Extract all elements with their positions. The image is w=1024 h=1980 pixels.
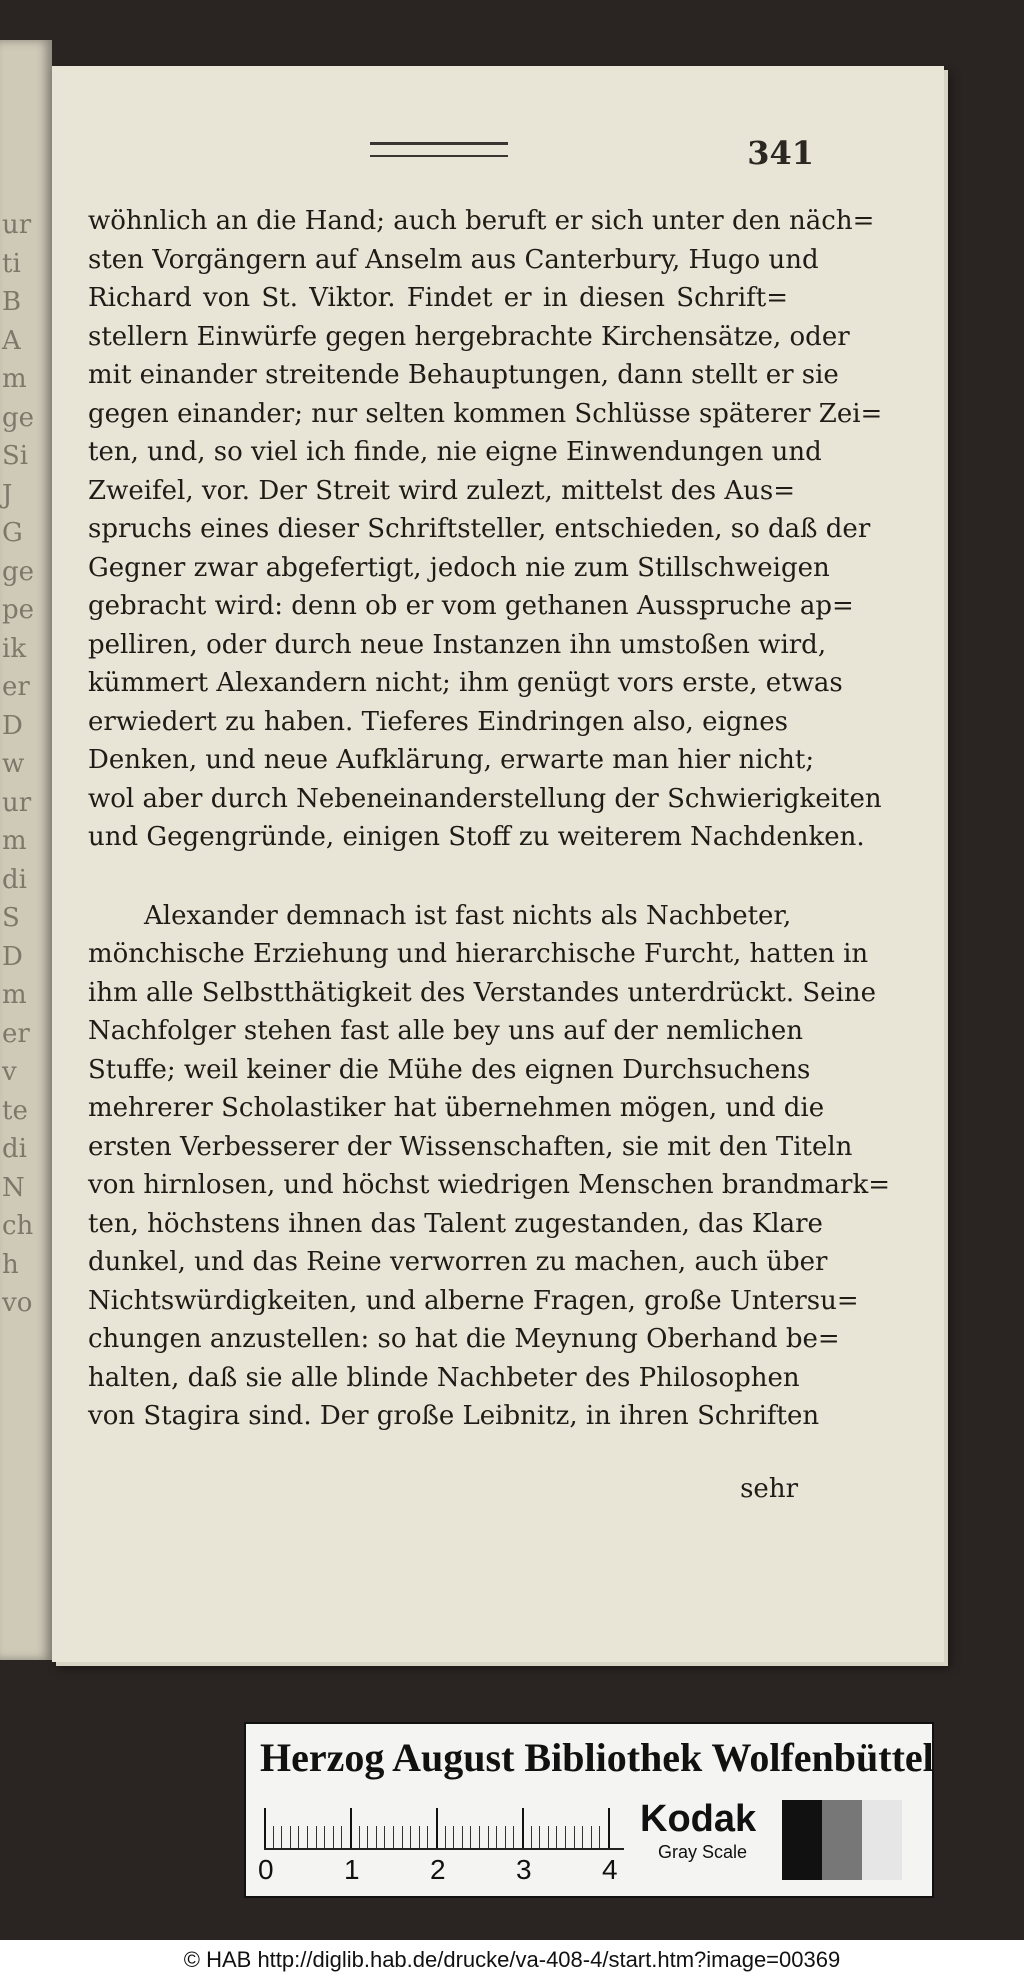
facing-page-edge (0, 40, 52, 1660)
text-line: von hirnlosen, und höchst wiedrigen Menschen brandmark= (88, 1170, 890, 1200)
gray-scale-label: Gray Scale (658, 1842, 748, 1862)
facing-page-fragment: A (2, 325, 21, 356)
ruler-label: 0 (258, 1854, 274, 1885)
facing-page-fragment: pe (2, 595, 35, 625)
text-line: Alexander demnach ist fast nichts als Nachbeter, (144, 900, 792, 931)
facing-page-fragment: ge (2, 556, 35, 587)
gray-swatch (822, 1800, 862, 1880)
text-line: Nachfolger stehen fast alle bey uns auf der nemlichen (88, 1016, 803, 1046)
text-line: erwiedert zu haben. Tieferes Eindringen also, eignes (88, 706, 788, 737)
ruler-tick (470, 1826, 471, 1848)
facing-page-fragment: m (2, 364, 27, 394)
ruler-tick (273, 1826, 274, 1848)
gray-swatch (862, 1800, 902, 1880)
page-text (88, 202, 890, 1436)
text-line: ten, höchstens ihnen das Talent zugestanden, das Klare (88, 1208, 823, 1239)
text-line: Nichtswürdigkeiten, und alberne Fragen, große Untersu= (88, 1285, 859, 1316)
ruler-tick (419, 1826, 420, 1848)
text-line: gegen einander; nur selten kommen Schlüsse späterer Zei= (88, 398, 883, 429)
text-line: mit einander streitende Behauptungen, dann stellt er sie (88, 360, 839, 390)
facing-page-fragment: D (2, 941, 23, 972)
ruler-tick (393, 1826, 394, 1848)
facing-page-fragment: vo (2, 1288, 33, 1318)
ruler-tick (359, 1826, 360, 1848)
page-number: 341 (747, 134, 814, 172)
facing-page-fragment: ur (2, 210, 32, 240)
ruler-tick (591, 1826, 592, 1848)
text-line: wol aber durch Nebeneinanderstellung der Schwierigkeiten (88, 783, 882, 814)
facing-page-fragment: di (2, 864, 27, 895)
ruler-tick (341, 1826, 342, 1848)
ruler-tick (350, 1808, 352, 1848)
measurement-ruler (264, 1802, 624, 1850)
ruler-tick (479, 1826, 480, 1848)
ruler-tick (316, 1826, 317, 1848)
ruler-tick (436, 1808, 438, 1848)
ruler-tick (402, 1826, 403, 1848)
gray-swatch (782, 1800, 822, 1880)
facing-page-fragment: B (2, 287, 22, 317)
ruler-tick (445, 1826, 446, 1848)
facing-page-fragment: G (2, 518, 23, 548)
catchword: sehr (740, 1474, 798, 1504)
facing-page-fragment: N (2, 1172, 25, 1203)
facing-page-fragment: er (2, 672, 30, 702)
copyright-footer: © HAB http://diglib.hab.de/drucke/va-408-4/start.htm?image=00369 (0, 1940, 1024, 1980)
ruler-label: 2 (430, 1854, 446, 1885)
ruler-tick (531, 1826, 532, 1848)
facing-page-fragment: m (2, 826, 27, 856)
text-line: spruchs eines dieser Schriftsteller, entschieden, so daß der (88, 514, 871, 544)
ruler-tick (539, 1826, 540, 1848)
ruler-tick (281, 1826, 282, 1848)
ruler-tick (608, 1808, 610, 1848)
facing-page-fragment: D (2, 710, 23, 741)
ruler-tick (410, 1826, 411, 1848)
ruler-tick (324, 1826, 325, 1848)
text-line: pelliren, oder durch neue Instanzen ihn umstoßen wird, (88, 629, 827, 660)
facing-page-fragment: m (2, 980, 27, 1010)
ruler-tick (384, 1826, 385, 1848)
ruler-tick (264, 1808, 266, 1848)
facing-page-fragment: h (2, 1249, 19, 1280)
text-line: mehrerer Scholastiker hat übernehmen mögen, und die (88, 1093, 825, 1123)
facing-page-fragment: ur (2, 787, 32, 818)
ruler-tick (367, 1826, 368, 1848)
text-line: Stuffe; weil keiner die Mühe des eignen Durchsuchens (88, 1054, 811, 1085)
ruler-label: 1 (344, 1854, 360, 1885)
ruler-tick (453, 1826, 454, 1848)
text-line: gebracht wird: denn ob er vom gethanen Ausspruche ap= (88, 591, 854, 621)
facing-page-fragment: Si (2, 441, 29, 471)
ruler-label: 3 (516, 1854, 532, 1885)
ruler-tick (462, 1826, 463, 1848)
text-line: wöhnlich an die Hand; auch beruft er sich unter den näch= (88, 206, 875, 236)
facing-page-fragment: er (2, 1018, 30, 1049)
ruler-tick (496, 1826, 497, 1848)
text-line: stellern Einwürfe gegen hergebrachte Kirchensätze, oder (88, 321, 850, 352)
text-line: Richard von St. Viktor. Findet er in diesen Schrift= (88, 283, 788, 313)
library-name: Herzog August Bibliothek Wolfenbüttel (260, 1735, 934, 1780)
text-line: von Stagira sind. Der große Leibnitz, in ihren Schriften (88, 1401, 820, 1431)
text-line: halten, daß sie alle blinde Nachbeter des Philosophen (88, 1362, 800, 1393)
ruler-tick (488, 1826, 489, 1848)
ruler-tick (427, 1826, 428, 1848)
text-line: ten, und, so viel ich finde, nie eigne Einwendungen und (88, 437, 822, 467)
ruler-tick (599, 1826, 600, 1848)
facing-page-fragment: S (2, 903, 20, 933)
ruler-tick (333, 1826, 334, 1848)
facing-page-fragment: te (2, 1095, 28, 1126)
ruler-tick (290, 1826, 291, 1848)
facing-page-fragment: di (2, 1134, 27, 1164)
text-line: dunkel, und das Reine verworren zu machen, auch über (88, 1247, 828, 1277)
facing-page-fragment: ti (2, 248, 21, 279)
facing-page-fragment: v (2, 1057, 17, 1087)
paragraph-gap (88, 857, 788, 897)
text-line: mönchische Erziehung und hierarchische Furcht, hatten in (88, 939, 869, 969)
ruler-tick (574, 1826, 575, 1848)
ruler-tick (582, 1826, 583, 1848)
text-line: ersten Verbesserer der Wissenschaften, sie mit den Titeln (88, 1131, 853, 1162)
facing-page-fragment: J (2, 479, 13, 510)
text-line: ihm alle Selbstthätigkeit des Verstandes unterdrückt. Seine (88, 977, 877, 1008)
ruler-tick (565, 1826, 566, 1848)
text-line: Zweifel, vor. Der Streit wird zulezt, mittelst des Aus= (88, 475, 795, 506)
header-ornament (370, 142, 508, 157)
text-line: und Gegengründe, einigen Stoff zu weiterem Nachdenken. (88, 822, 865, 852)
ruler-tick (376, 1826, 377, 1848)
ruler-tick (298, 1826, 299, 1848)
ruler-tick (556, 1826, 557, 1848)
facing-page-fragment: w (2, 749, 25, 779)
ruler-tick (505, 1826, 506, 1848)
facing-page-fragment: ik (2, 633, 27, 664)
ruler-tick (513, 1826, 514, 1848)
color-scale-card (244, 1722, 934, 1898)
text-line: Denken, und neue Aufklärung, erwarte man hier nicht; (88, 745, 815, 775)
facing-page-fragment: ch (2, 1211, 34, 1241)
kodak-logo: Kodak (640, 1798, 757, 1840)
text-line: Gegner zwar abgefertigt, jedoch nie zum Stillschweigen (88, 552, 830, 583)
text-line: chungen anzustellen: so hat die Meynung Oberhand be= (88, 1324, 840, 1354)
ruler-tick (548, 1826, 549, 1848)
facing-page-fragment: ge (2, 402, 35, 433)
ruler-label: 4 (602, 1854, 618, 1885)
text-line: kümmert Alexandern nicht; ihm genügt vors erste, etwas (88, 668, 843, 698)
ruler-tick (522, 1808, 524, 1848)
ruler-tick (307, 1826, 308, 1848)
book-page (52, 66, 944, 1662)
text-line: sten Vorgängern auf Anselm aus Canterbury, Hugo und (88, 244, 819, 275)
